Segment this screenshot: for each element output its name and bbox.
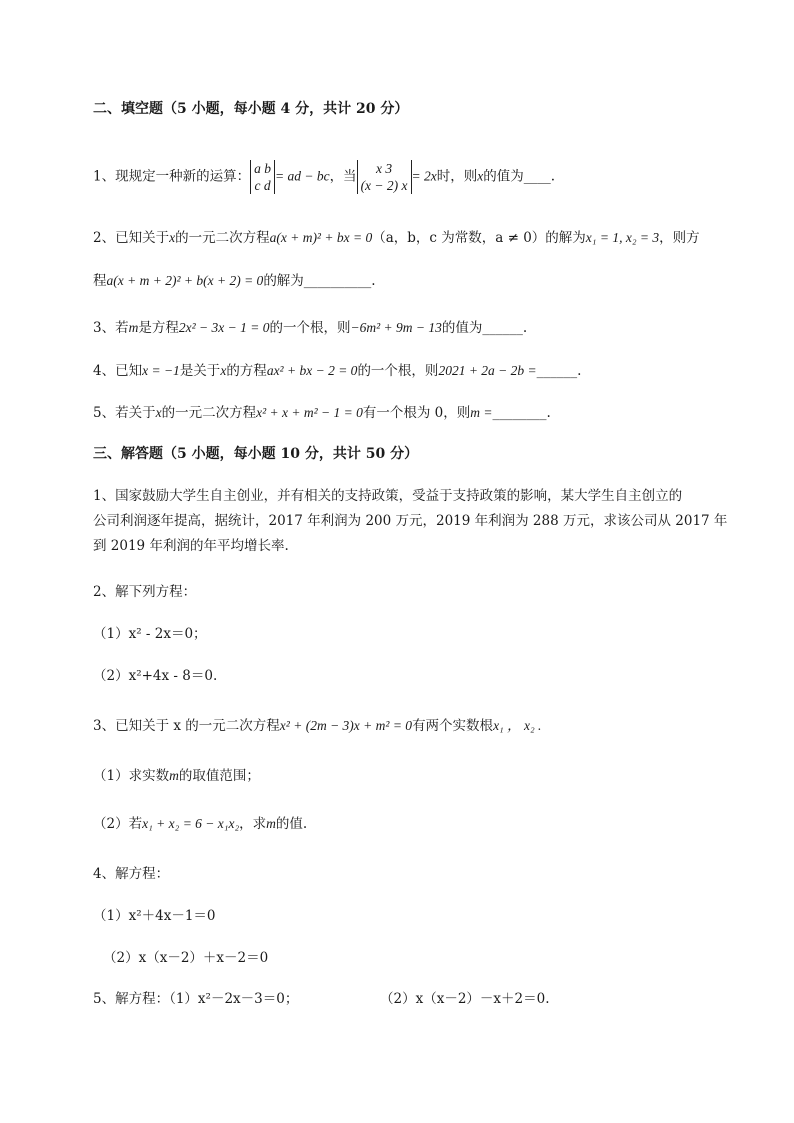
det-row-2: (x − 2) x: [360, 178, 408, 193]
sq3-roots: x₁ ， x₂ .: [493, 718, 542, 733]
sq3-p2-equation: x₁ + x₂ = 6 − x₁x₂: [142, 816, 240, 831]
q4-prefix: 4、已知: [93, 363, 143, 379]
q3-mid-2: 的一个根，则: [269, 320, 351, 336]
fill-question-2-line-1: [93, 228, 700, 248]
fill-question-2-line-2: [93, 271, 376, 291]
sq3-equation: x² + (2m − 3)x + m² = 0: [279, 718, 413, 733]
q1-tail: 的值为____.: [483, 168, 556, 185]
sq3-p1-prefix: （1）求实数: [93, 768, 170, 784]
determinant-abcd: [250, 160, 275, 194]
q5-var: x: [155, 405, 162, 420]
sq3-p2-post: 的值.: [275, 816, 308, 832]
q1-mid: ，当: [329, 168, 357, 185]
q4-mid-3: 的一个根，则: [357, 363, 439, 379]
q4-mid-2: 的方程: [226, 363, 267, 379]
q4-equation: ax² + bx − 2 = 0: [266, 363, 358, 378]
q1-prefix: 1、现规定一种新的运算：: [93, 168, 251, 185]
solve-question-3: [93, 716, 541, 736]
sq3-p2-var: m: [266, 816, 276, 831]
q2-line-end: ，则方: [659, 230, 700, 246]
q2-prefix: 2、已知关于: [93, 230, 170, 246]
q3-mid: 是方程: [138, 320, 179, 336]
solve-question-2-part-1: （1）x² - 2x＝0；: [93, 626, 207, 642]
q3-expression: −6m² + 9m − 13: [350, 320, 442, 335]
q1-post: 时，则: [436, 168, 478, 185]
sq3-post: 有两个实数根: [412, 718, 494, 734]
q3-answer-blank: 的值为______.: [441, 320, 528, 336]
q4-var: x: [220, 363, 227, 378]
q2-condition: （a，b，c 为常数，a ≠ 0）: [372, 230, 546, 246]
q4-expression: 2021 + 2a − 2b =: [438, 363, 537, 378]
fill-question-3: [93, 318, 527, 338]
q4-mid: 是关于: [179, 363, 221, 379]
fill-question-1: [93, 160, 555, 194]
solve-question-4-part-2: （2）x（x－2）＋x－2＝0: [103, 950, 269, 966]
sq3-p2-prefix: （2）若: [93, 816, 143, 832]
solve-question-1-line-2: 公司利润逐年提高，据统计，2017 年利润为 200 万元，2019 年利润为 288 万元，求该公司从 2017 年: [93, 513, 728, 529]
det-row-1: a b: [254, 161, 271, 176]
solve-question-1-line-1: 1、国家鼓励大学生自主创业，并有相关的支持政策，受益于支持政策的影响，某大学生自主创立的: [93, 488, 683, 504]
q5-equation: x² + x + m² − 1 = 0: [256, 405, 363, 420]
q2-solution-label: 的解为: [545, 230, 586, 246]
section-heading-fill-blank: 二、填空题（5 小题，每小题 4 分，共计 20 分）: [93, 101, 409, 117]
q1-var: x: [477, 168, 484, 184]
sq3-p1-post: 的取值范围；: [178, 768, 260, 784]
solve-question-5-part-2: （2）x（x－2）－x＋2＝0.: [380, 991, 550, 1007]
q2-mid: 的一元二次方程: [175, 230, 270, 246]
section-heading-solve: 三、解答题（5 小题，每小题 10 分，共计 50 分）: [93, 446, 419, 462]
solve-question-4-part-1: （1）x²＋4x－1＝0: [93, 908, 216, 924]
q4-answer-blank: ______.: [536, 363, 582, 379]
solve-question-5-title: 5、解方程：（1）x²－2x－3＝0；: [93, 991, 299, 1007]
q3-var: m: [128, 320, 139, 335]
sq3-p2-mid: ，求: [239, 816, 267, 832]
q5-mid-2: 有一个根为 0，则: [362, 405, 471, 421]
solve-question-1-line-3: 到 2019 年利润的年平均增长率.: [93, 538, 289, 554]
q2-answer-blank: 的解为__________.: [263, 273, 376, 289]
sq3-p1-var: m: [169, 768, 179, 783]
q3-equation: 2x² − 3x − 1 = 0: [178, 320, 270, 335]
q2-roots: x₁ = 1, x₂ = 3: [585, 230, 660, 245]
det-row-1: x 3: [375, 161, 393, 176]
fill-question-4: [93, 361, 581, 381]
q2-var: x: [169, 230, 176, 245]
q5-answer-blank: ________.: [492, 405, 551, 421]
q5-prefix: 5、若关于: [93, 405, 156, 421]
q1-eq-1: = ad − bc: [274, 168, 330, 184]
determinant-x: [357, 160, 412, 194]
q4-root: x = −1: [142, 363, 180, 378]
q2-cont: 程: [93, 273, 107, 289]
solve-question-4-title: 4、解方程：: [93, 866, 170, 882]
solve-question-3-part-1: [93, 766, 260, 786]
q2-equation-2: a(x + m + 2)² + b(x + 2) = 0: [106, 273, 264, 288]
det-row-2: c d: [254, 178, 271, 193]
q5-expression: m =: [470, 405, 493, 420]
q1-eq-2: = 2x: [411, 168, 437, 184]
solve-question-3-part-2: [93, 814, 307, 834]
q5-mid: 的一元二次方程: [161, 405, 257, 421]
solve-question-2-title: 2、解下列方程：: [93, 584, 197, 600]
fill-question-5: [93, 403, 551, 423]
q3-prefix: 3、若: [93, 320, 129, 336]
sq3-prefix: 3、已知关于 x 的一元二次方程: [93, 718, 280, 734]
q2-equation: a(x + m)² + bx = 0: [269, 230, 373, 245]
solve-question-2-part-2: （2）x²+4x - 8＝0.: [93, 668, 218, 684]
